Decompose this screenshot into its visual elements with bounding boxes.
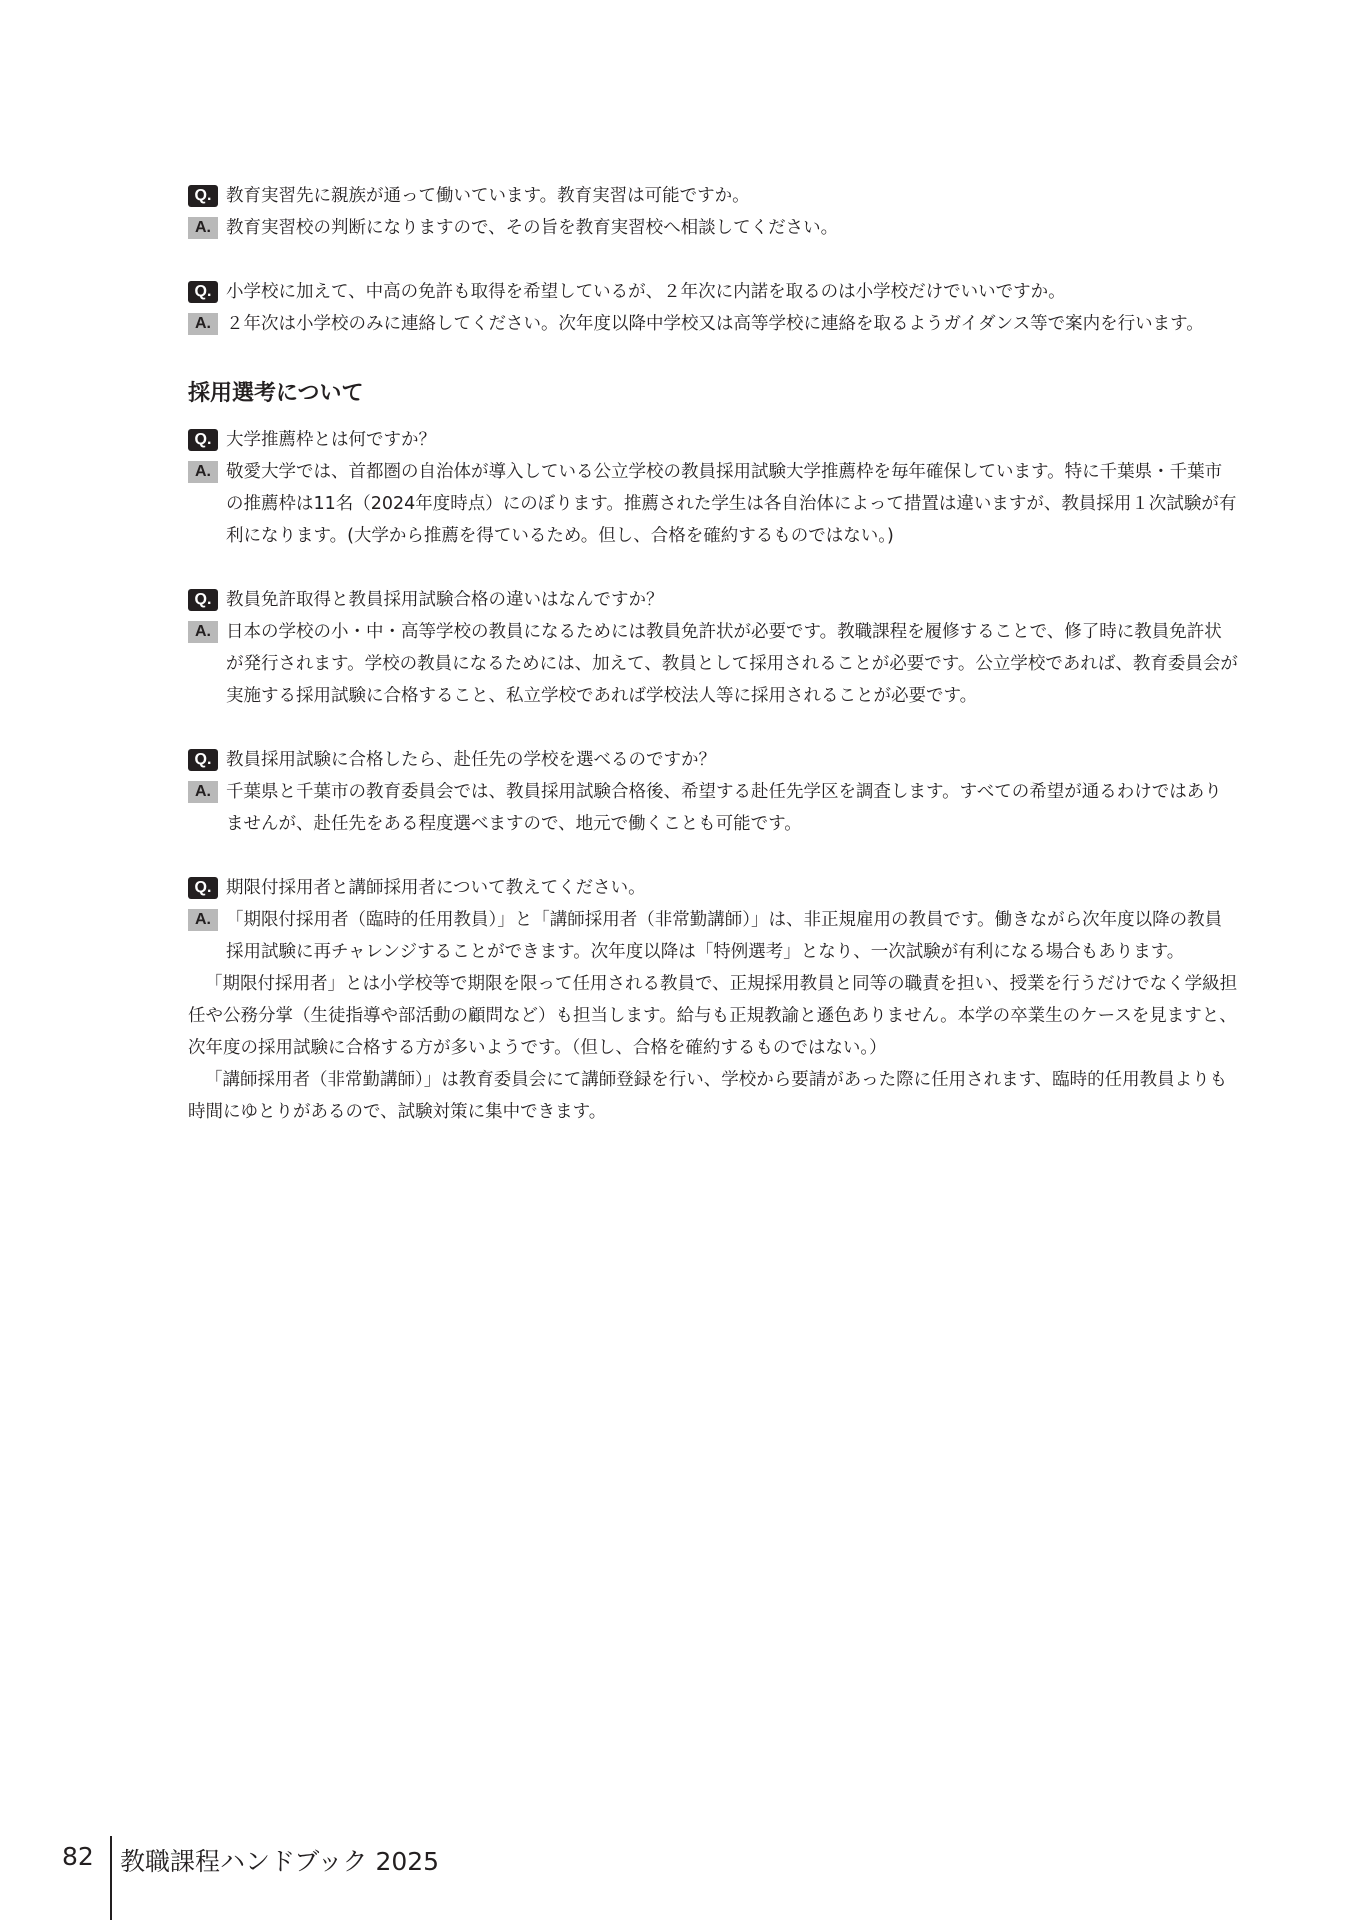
- answer: [188, 616, 1238, 712]
- handbook-title: 教職課程ハンドブック 2025: [120, 1847, 440, 1876]
- question-text: 小学校に加えて、中高の免許も取得を希望しているが、２年次に内諾を取るのは小学校だけでいいですか。: [226, 282, 1066, 302]
- page-content: [188, 180, 1238, 1160]
- page-number: 82: [62, 1842, 94, 1871]
- question: [188, 276, 1238, 308]
- question: [188, 744, 1238, 776]
- answer-badge: A.: [188, 781, 218, 803]
- answer-badge: A.: [188, 217, 218, 239]
- answer-badge: A.: [188, 313, 218, 335]
- answer-text: 敬愛大学では、首都圏の自治体が導入している公立学校の教員採用試験大学推薦枠を毎年確保しています。特に千葉県・千葉市の推薦枠は11名（2024年度時点）にのぼります。推薦された学生は各自治体によって措置は違いますが、教員採用１次試験が有利になります。(大学から推薦を得ているため。但し、合格を確約するものではない。): [226, 462, 1237, 546]
- answer-text: 千葉県と千葉市の教育委員会では、教員採用試験合格後、希望する赴任先学区を調査します。すべての希望が通るわけではありませんが、赴任先をある程度選べますので、地元で働くことも可能です。: [226, 782, 1222, 834]
- answer-text: 日本の学校の小・中・高等学校の教員になるためには教員免許状が必要です。教職課程を履修することで、修了時に教員免許状が発行されます。学校の教員になるためには、加えて、教員として採用されることが必要です。公立学校であれば、教育委員会が実施する採用試験に合格すること、私立学校であれば学校法人等に採用されることが必要です。: [226, 622, 1238, 706]
- question: [188, 424, 1238, 456]
- qa-item-3: [188, 424, 1238, 552]
- qa-item-6: [188, 872, 1238, 1128]
- question-text: 教員免許取得と教員採用試験合格の違いはなんですか？: [226, 590, 664, 610]
- answer: [188, 456, 1238, 552]
- question-badge: Q.: [188, 749, 218, 771]
- question-text: 期限付採用者と講師採用者について教えてください。: [226, 878, 646, 898]
- answer-paragraph: 「講師採用者（非常勤講師）」は教育委員会にて講師登録を行い、学校から要請があった際に任用されます、臨時的任用教員よりも時間にゆとりがあるので、試験対策に集中できます。: [188, 1070, 1228, 1122]
- question: [188, 180, 1238, 212]
- answer: [188, 904, 1238, 1128]
- question: [188, 872, 1238, 904]
- question-badge: Q.: [188, 281, 218, 303]
- question-text: 教育実習先に親族が通って働いています。教育実習は可能ですか。: [226, 186, 750, 206]
- footer-divider: [110, 1836, 112, 1920]
- section-title: 採用選考について: [188, 381, 364, 406]
- question-badge: Q.: [188, 589, 218, 611]
- answer-text: 教育実習校の判断になりますので、その旨を教育実習校へ相談してください。: [226, 218, 839, 238]
- qa-item-4: [188, 584, 1238, 712]
- answer: [188, 212, 1238, 244]
- qa-item-5: [188, 744, 1238, 840]
- question-badge: Q.: [188, 877, 218, 899]
- question: [188, 584, 1238, 616]
- answer-paragraph: 「期限付採用者」とは小学校等で期限を限って任用される教員で、正規採用教員と同等の職責を担い、授業を行うだけでなく学級担任や公務分掌（生徒指導や部活動の顧問など）も担当します。給与も正規教諭と遜色ありません。本学の卒業生のケースを見ますと、次年度の採用試験に合格する方が多いようです。（但し、合格を確約するものではない。）: [188, 974, 1238, 1058]
- question-badge: Q.: [188, 185, 218, 207]
- answer-badge: A.: [188, 461, 218, 483]
- qa-item-2: [188, 276, 1238, 340]
- answer: [188, 776, 1238, 840]
- answer-text: ２年次は小学校のみに連絡してください。次年度以降中学校又は高等学校に連絡を取るようガイダンス等で案内を行います。: [226, 314, 1204, 334]
- question-badge: Q.: [188, 429, 218, 451]
- question-text: 大学推薦枠とは何ですか？: [226, 430, 436, 450]
- answer-badge: A.: [188, 621, 218, 643]
- question-text: 教員採用試験に合格したら、赴任先の学校を選べるのですか？: [226, 750, 716, 770]
- qa-item-1: [188, 180, 1238, 244]
- answer: [188, 308, 1238, 340]
- answer-badge: A.: [188, 909, 218, 931]
- answer-text: 「期限付採用者（臨時的任用教員）」と「講師採用者（非常勤講師）」は、非正規雇用の教員です。働きながら次年度以降の教員採用試験に再チャレンジすることができます。次年度以降は「特例選考」となり、一次試験が有利になる場合もあります。: [226, 910, 1223, 962]
